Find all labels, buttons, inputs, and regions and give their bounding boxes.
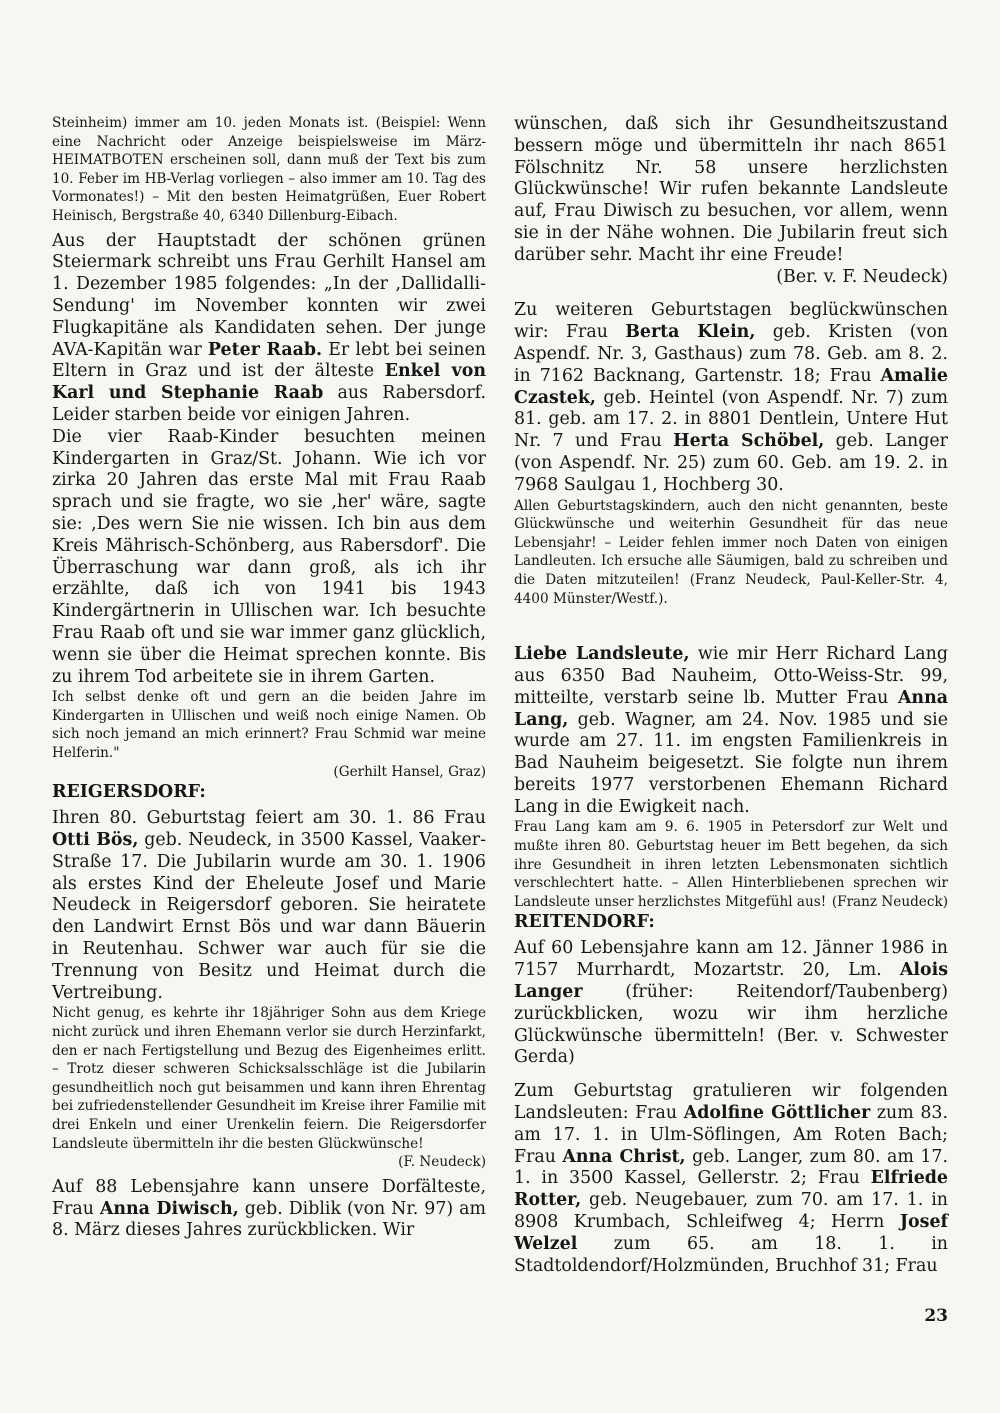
left-paragraph-5 (52, 808, 486, 1004)
heading-reitendorf: REITENDORF: (514, 912, 655, 933)
name-alois-langer: Alois Langer (514, 960, 948, 1003)
right-p5-text: Frau Lang kam am 9. 6. 1905 in Petersdorf zur Welt und mußte ihren 80. Geburtstag heuer im Bett begehen, da sich ihre Gesundheit in ihren letzten Lebensmonaten sichtlich verschlechtert hatte. – Allen Hinterbliebenen sprechen wir Landsleute unser herzlichstes Mitgefühl aus! (514, 819, 948, 910)
right-p2-text-d: geb. Heintel (von Aspendf. Nr. 7) zum 81. geb. am 17. 2. in 8801 Dentlein, Untere Hut Nr. 7 und Frau (514, 387, 948, 452)
left-p2-text-d: aus Rabersdorf. Leider starben beide vor einigen Jahren. (52, 383, 486, 425)
name-otti-boes: Otti Bös, (52, 830, 139, 851)
right-p4-text-a: wie mir Herr Richard Lang aus 6350 Bad Nauheim, Otto-Weiss-Str. 99, mitteilte, verstarb seine lb. Mutter Frau (514, 644, 948, 708)
right-p1-text: wünschen, daß sich ihr Gesundheitszustand bessern möge und übermitteln ihr nach 8651 Fölschnitz Nr. 58 unsere herzlichsten Glückwünsche! Wir rufen bekannte Landsleute auf, Frau Diwisch zu besuchen, vor allem, wenn sie in der Nähe wohnen. Die Jubilarin freut sich darüber sehr. Macht ihr eine Freude! (514, 114, 948, 265)
name-anna-diwisch: Anna Diwisch, (99, 1198, 239, 1219)
name-amalie-czastek: Amalie Czastek, (514, 365, 948, 408)
right-column (514, 114, 948, 1277)
name-peter-raab: Peter Raab. (207, 339, 323, 360)
right-paragraph-6 (514, 938, 948, 1069)
name-elfriede-rotter: Elfriede Rotter, (514, 1168, 948, 1211)
name-anna-christ: Anna Christ, (562, 1146, 686, 1167)
left-paragraph-2 (52, 231, 486, 427)
right-p7-text-f: zum 65. am 18. 1. in Stadtoldendorf/Holzmünden, Bruchhof 31; Frau (514, 1233, 948, 1276)
name-berta-klein: Berta Klein, (625, 322, 756, 343)
left-p5-text-a: Ihren 80. Geburtstag feiert am 30. 1. 86 Frau (52, 808, 486, 829)
right-signature-neudeck: (Ber. v. F. Neudeck) (776, 266, 948, 287)
left-p2-text-a: Aus der Hauptstadt der schönen grünen Steiermark schreibt uns Frau Gerhilt Hansel am 1. Dezember 1985 folgendes: „In der ‚Dallidalli-Sendung' im November konnten wir zwei Flugkapitäne als Kandidaten sehen. Der junge AVA-Kapitän war (52, 230, 486, 360)
right-signature-franz-neudeck: (Franz Neudeck) (831, 893, 948, 910)
greeting-liebe-landsleute: Liebe Landsleute, (514, 644, 690, 665)
left-paragraph-7 (52, 1177, 486, 1242)
right-p2-text-c: geb. Kristen (von Aspendf. Nr. 3, Gasthaus) zum 78. Geb. am 8. 2. in 7162 Backnang, Gartenstr. 18; Frau (514, 322, 948, 386)
name-anna-lang: Anna Lang, (514, 687, 948, 730)
left-paragraph-3: Die vier Raab-Kinder besuchten meinen Kindergarten in Graz/St. Johann. Wie ich vor zirka 20 Jahren das erste Mal mit Frau Raab sprach und sie fragte, wo sie ‚her' wäre, sagte sie: ‚Des wern Sie nie wissen. Ich bin aus dem Kreis Mährisch-Schönberg, aus Rabersdorf'. Die Überraschung war dann groß, als ich ihr erzählte, daß ich von 1941 bis 1943 Kindergärtnerin in Ullischen war. Ich besuchte Frau Raab oft und sie war immer ganz glücklich, wenn sie über die Heimat sprechen konnte. Bis zu ihrem Tod arbeitete sie in ihrem Garten. (52, 426, 486, 687)
right-p7-text-d: geb. Langer, zum 80. am 17. 1. in 3500 Kassel, Gellerstr. 2; Frau (514, 1146, 948, 1189)
left-signature-hansel: (Gerhilt Hansel, Graz) (333, 763, 486, 780)
name-adolfine-goettlicher: Adolfine Göttlicher (683, 1103, 871, 1124)
left-paragraph-6 (52, 1004, 486, 1171)
left-column (52, 114, 486, 1242)
right-p7-text-c: zum 83. am 17. 1. in Ulm-Söflingen, Am Roten Bach; Frau (514, 1103, 948, 1167)
page-number: 23 (924, 1306, 948, 1326)
left-p2-text-c: Er lebt bei seinen Eltern in Graz und ist der älteste (52, 339, 486, 382)
left-paragraph-4: Ich selbst denke oft und gern an die beiden Jahre im Kindergarten in Ullischen und weiß noch einige Namen. Ob sich noch jemand an mich erinnert? Frau Schmid war meine Helferin." (52, 689, 486, 762)
right-paragraph-1 (514, 114, 948, 288)
heading-reigersdorf: REIGERSDORF: (52, 782, 206, 803)
left-p6-text: Nicht genug, es kehrte ihr 18jähriger Sohn aus dem Kriege nicht zurück und ihren Ehemann verlor sie durch Herzinfarkt, den er nach Fertigstellung und Bezug des Eigenheimes erlitt. – Trotz dieser schweren Schicksalsschläge ist die Jubilarin gesundheitlich noch gut beisammen und kann ihren Ehrentag bei zufriedenstellender Gesundheit im Kreise ihrer Familie mit drei Enkeln und einer Urenkelin feiern. Die Reigersdorfer Landsleute übermitteln ihr die besten Glückwünsche! (52, 1005, 486, 1152)
left-p7-text-c: geb. Diblik (von Nr. 97) am 8. März dieses Jahres zurückblicken. Wir (52, 1198, 486, 1241)
right-paragraph-7 (514, 1081, 948, 1277)
name-herta-schoebel: Herta Schöbel, (673, 431, 825, 452)
right-p6-text-c: (früher: Reitendorf/Taubenberg) zurückblicken, wozu wir ihm herzliche Glückwünsche übermitteln! (Ber. v. Schwester Gerda) (514, 982, 948, 1068)
right-p2-text-e: geb. Langer (von Aspendf. Nr. 25) zum 60. Geb. am 19. 2. in 7968 Saulgau 1, Hochberg 30. (514, 431, 948, 495)
right-p7-text-e: geb. Neugebauer, zum 70. am 17. 1. in 8908 Krumbach, Schleifweg 4; Herrn (514, 1190, 948, 1233)
name-karl-stephanie-raab: Enkel von Karl und Stephanie Raab (52, 361, 486, 404)
right-paragraph-5 (514, 818, 948, 911)
right-p7-text-a: Zum Geburtstag gratulieren wir folgenden Landsleuten: Frau (514, 1081, 948, 1124)
left-p7-text-a: Auf 88 Lebensjahre kann unsere Dorfälteste, Frau (52, 1176, 486, 1219)
left-signature-neudeck: (F. Neudeck) (398, 1154, 486, 1171)
right-p4-text-c: geb. Wagner, am 24. Nov. 1985 und sie wurde am 27. 11. im engsten Familienkreis in Bad Nauheim beigesetzt. Sie folgte nun ihrem bereits 1977 verstorbenen Ehemann Richard Lang in die Ewigkeit nach. (514, 709, 948, 817)
right-p6-text-a: Auf 60 Lebensjahre kann am 12. Jänner 1986 in 7157 Murrhardt, Mozartstr. 20, Lm. (514, 938, 948, 981)
right-paragraph-2 (514, 300, 948, 496)
right-paragraph-3: Allen Geburtstagskindern, auch den nicht genannten, beste Glückwünsche und weiterhin Gesundheit für das neue Lebensjahr! – Leider fehlen immer noch Daten von einigen Landleuten. Ich ersuche alle Säumigen, bald zu schreiben und die Daten mitzuteilen! (Franz Neudeck, Paul-Keller-Str. 4, 4400 Münster/Westf.). (514, 497, 948, 607)
name-josef-welzel: Josef Welzel (514, 1212, 948, 1254)
left-p5-text-c: geb. Neudeck, in 3500 Kassel, Vaaker-Straße 17. Die Jubilarin wurde am 30. 1. 1906 als erstes Kind der Eheleute Josef und Marie Neudeck in Reigersdorf geboren. Sie heiratete den Landwirt Ernst Bös und war dann Bäuerin in Reutenhau. Schwer war auch für sie die Trennung von Besitz und Heimat durch die Vertreibung. (52, 830, 486, 1003)
right-paragraph-4 (514, 644, 948, 818)
left-paragraph-1: Steinheim) immer am 10. jeden Monats ist. (Beispiel: Wenn eine Nachricht oder Anzeige beispielsweise im März-HEIMATBOTEN erscheinen soll, dann muß der Text bis zum 10. Feber im HB-Verlag vorliegen – also immer am 10. Tag des Vormonates!) – Mit den besten Heimatgrüßen, Euer Robert Heinisch, Bergstraße 40, 6340 Dillenburg-Eibach. (52, 115, 486, 224)
right-p2-text-a: Zu weiteren Geburtstagen beglückwünschen wir: Frau (514, 300, 948, 343)
